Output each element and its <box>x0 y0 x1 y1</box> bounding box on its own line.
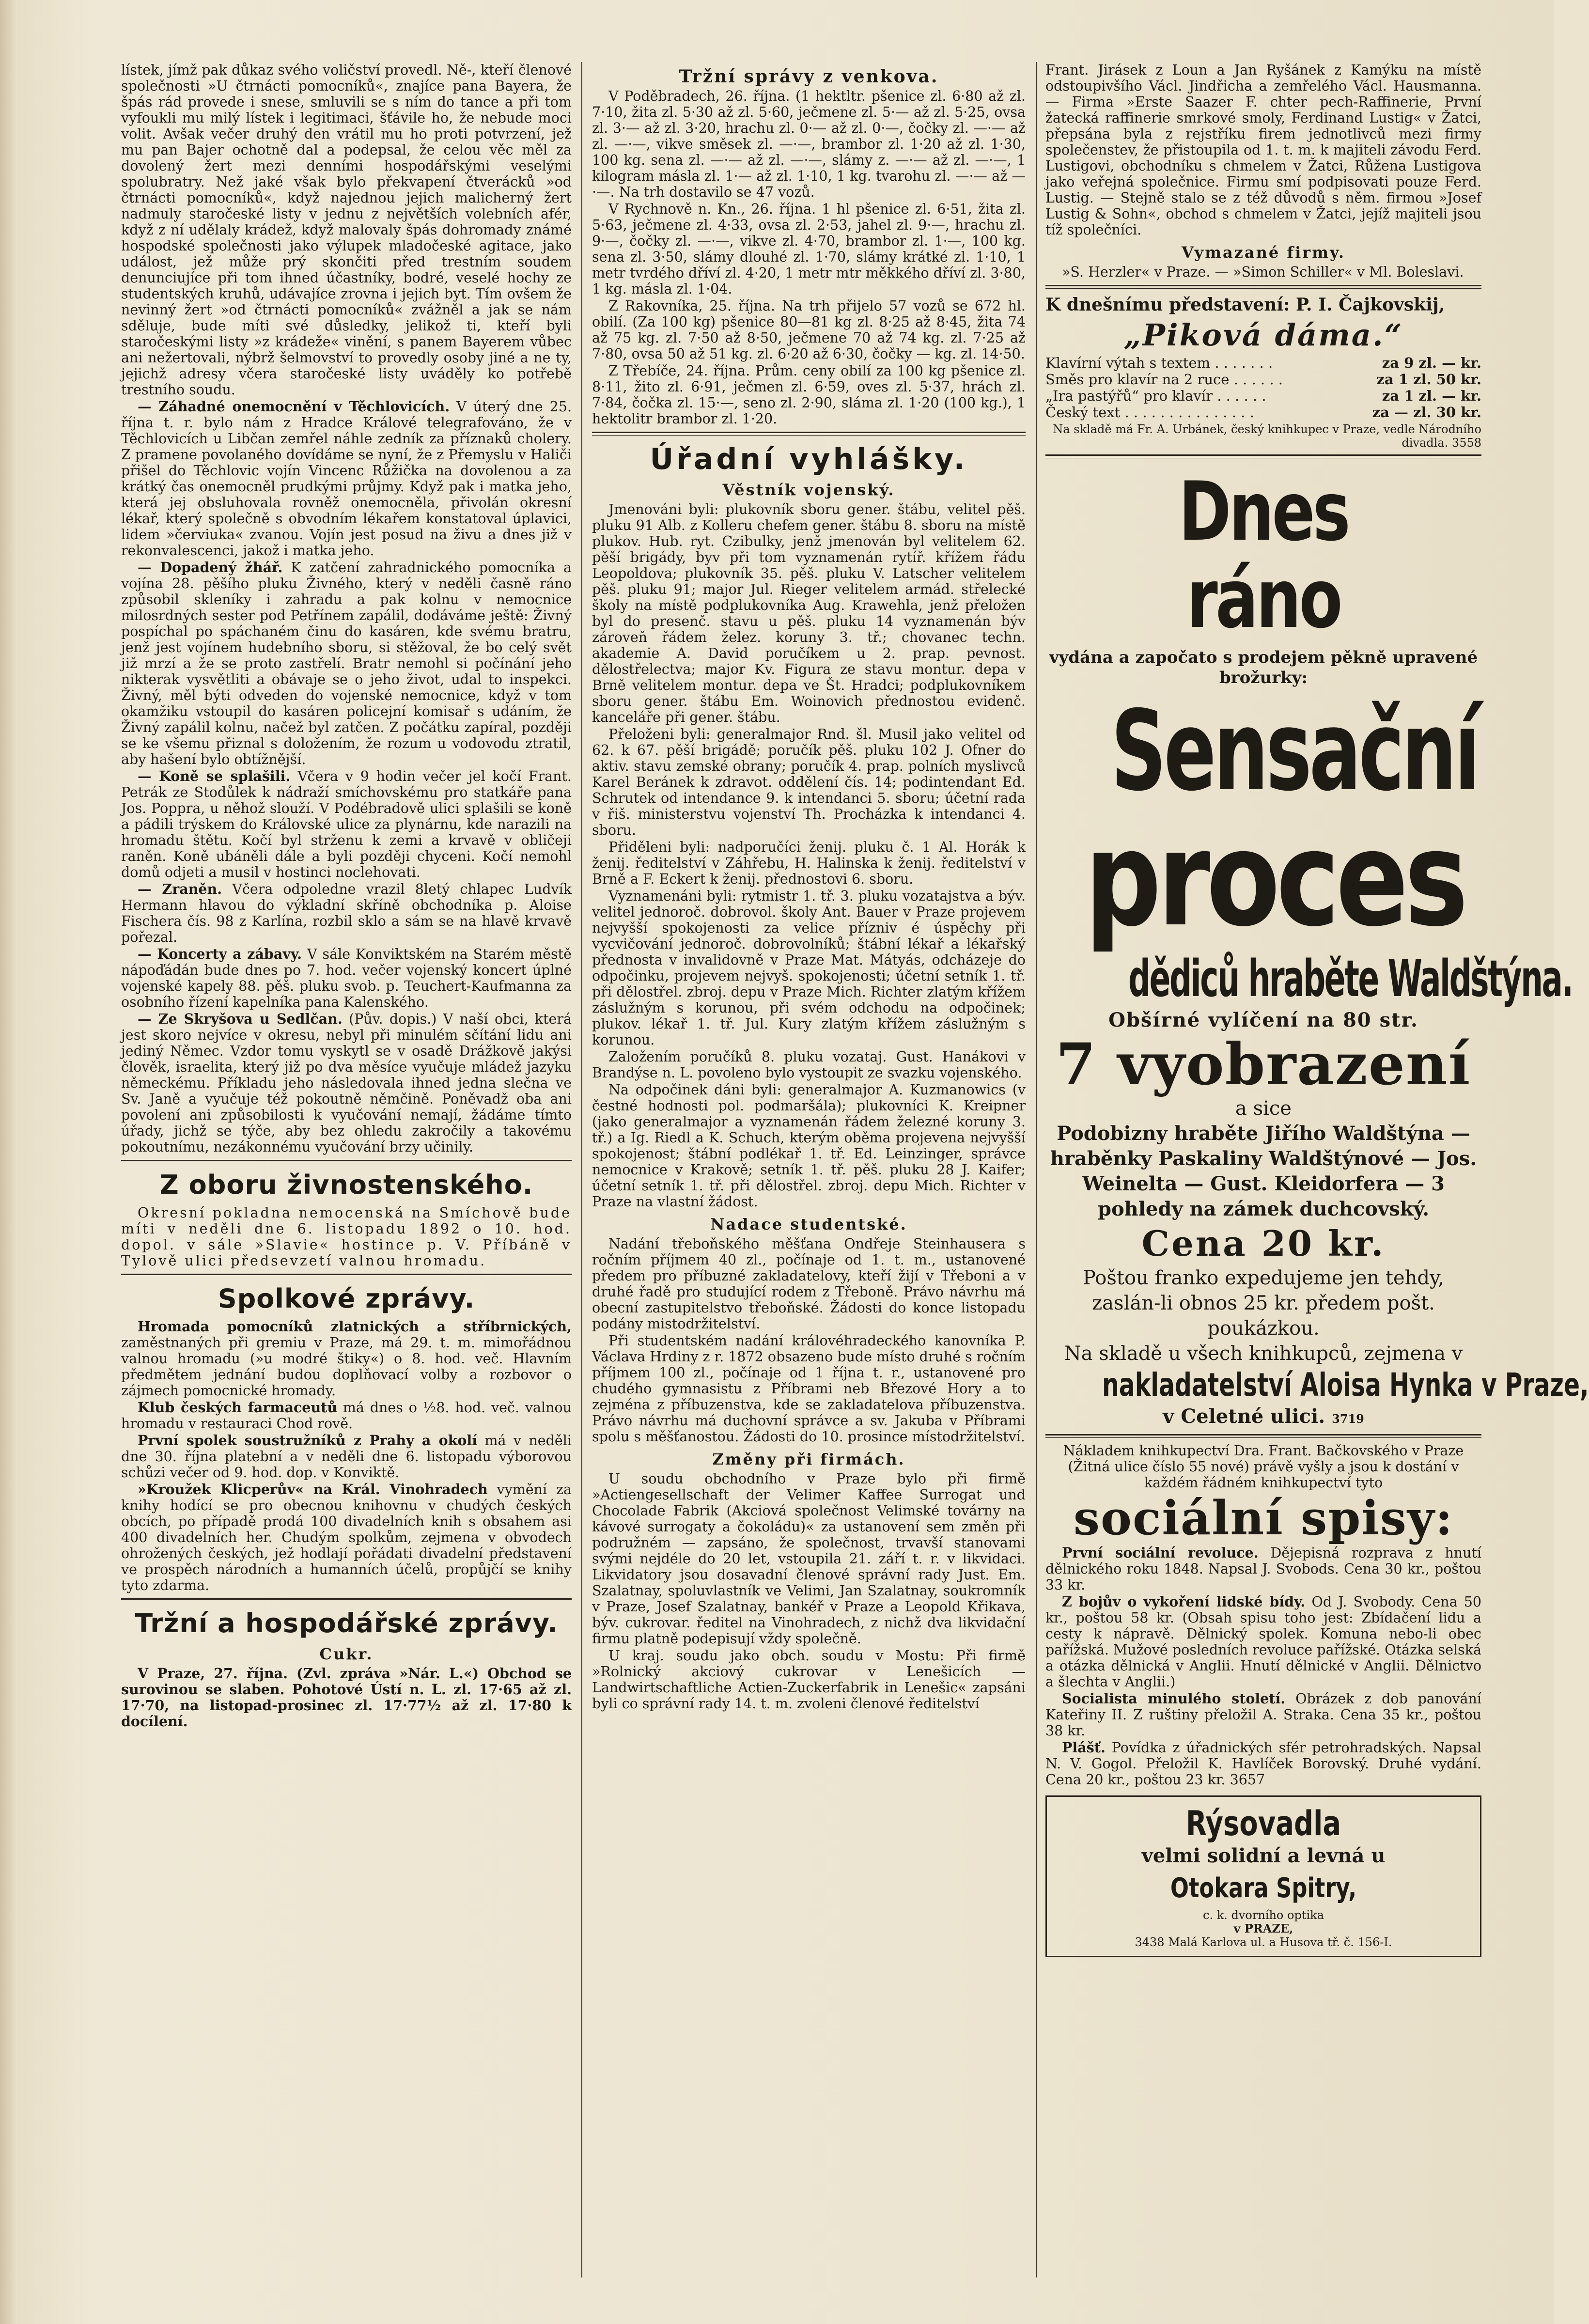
ad-headline: Sensační <box>1111 686 1478 815</box>
column-1 <box>121 62 572 2277</box>
news-item: Klub českých farmaceutů má dnes o ½8. hod. več. valnou hromadu v restauraci Chod rově. <box>121 1399 572 1432</box>
divider <box>1045 285 1481 289</box>
notice-item: Přeloženi byli: generalmajor Rnd. šl. Musil jako velitel od 62. k 67. pěší brigádě; poručík pěš. pluku 102 J. Ofner do aktiv. stavu zemské obrany; poručík 4. prap. polních myslivců Karel Beránek k zdravot. oddělení čís. 14; podintendant Ed. Schrutek od intendance 9. k intendanci 5. sboru; účetní rada v řiš. ministerstvu vojenství Th. Procházka k intendanci 4. sboru. <box>592 726 1026 838</box>
news-item: První spolek soustružníků z Prahy a okolí má v neděli dne 30. října platební a v neděli dne 6. listopadu výborovou schůzi večer od 9. hod. dop. v Konviktě. <box>121 1432 572 1481</box>
ad-text: velmi solidní a levná u <box>1141 1844 1386 1867</box>
market-report: Z Třebíče, 24. října. Prům. ceny obilí za 100 kg pšenice zl. 8·11, žito zl. 6·91, ječmen zl. 6·59, oves zl. 5·37, hrách zl. 7·84, čočka zl. 15·—, seno zl. 2·90, sláma zl. 1·20 (100 kg.), 1 hektolitr brambor zl. 1·20. <box>592 363 1026 427</box>
ad-text: Podobizny hraběte Jiřího Waldštýna — hraběnky Paskaliny Waldštýnové — Jos. Weinelta — Gust. Kleidorfera — 3 pohledy na zámek duchcovský. <box>1050 1122 1477 1220</box>
news-item: V Praze, 27. října. (Zvl. zpráva »Nár. L.«) Obchod se surovinou se slaben. Pohotové Ústí n. L. zl. 17·65 až zl. 17·70, na listopad-prosinec zl. 17·77½ až zl. 17·80 k docílení. <box>121 1665 572 1730</box>
section-title: Tržní a hospodářské zprávy. <box>135 1608 558 1638</box>
notice-item: U soudu obchodního v Praze bylo při firmě »Actiengesellschaft der Velimer Kaffee Surrogat und Chocolade Fabrik (Akciová společnost Velimské továrny na kávové surrogaty a čokoládu)« za ustanovení sem změn při podružném — zapsáno, že společnost, trvavší stanovami svými nejdéle do 20 let, vstoupila 21. září t. r. v likvidaci. Likvidatory jsou dosavadní členové správní rady Just. Em. Szalatnay, spoluvlastník ve Velimi, Jan Szalatnay, soukromník v Praze, Josef Szalatnay, bankéř v Praze a Leopold Křikava, býv. cukrovar. ředitel na Vinohradech, z nichž dva likvidační firmu platně podepisují vždy společně. <box>592 1471 1026 1647</box>
price-row <box>1045 371 1481 388</box>
news-item: — Koncerty a zábavy. V sále Konviktském na Starém městě nápoďádán bude dnes po 7. hod. večer vojenský koncert úplné vojenské kapely 88. pěš. pluku svob. p. Teuchert-Kaufmanna za osobního řízení kapelníka pana Kalenského. <box>121 946 572 1010</box>
notice-item: U kraj. soudu jako obch. soudu v Mostu: Při firmě »Rolnický akciový cukrovar v Lenešicích — Landwirtschaftliche Actien-Zuckerfabrik in Lenešic« zapsáni byli co správní rady 14. t. m. zvoleni členové ředitelství <box>592 1648 1026 1712</box>
price-label: „Ira pastýřů“ pro klavír . . . . . . <box>1045 388 1266 404</box>
ad-text: Na skladě u všech knihkupců, zejmena v <box>1064 1342 1463 1365</box>
market-report: V Poděbradech, 26. října. (1 hektltr. pšenice zl. 6·80 až zl. 7·10, žita zl. 5·30 až zl. 5·60, ječmene zl. 5·— až zl. 5·25, ovsa zl. 3·— až zl. 3·20, hrachu zl. 0·— až zl. 0·—, čočky zl. —·— až zl. —·—, vikve směsek zl. —·—, brambor zl. 1·20 až zl. 1·30, 100 kg. sena zl. —·— až zl. —·—, slámy z. —·— až zl. —·—, 1 kilogram másla zl. 1·— až zl. 1·10, 1 kg. tvarohu zl. —·— až —·—. Na trh dostavilo se 47 vozů. <box>592 88 1026 200</box>
price-list <box>1045 355 1481 421</box>
book-item: Socialista minulého století. Obrázek z dob panování Kateřiny II. Z ruštiny přeložil A. Straka. Cena 35 kr., poštou 38 kr. <box>1045 1690 1481 1739</box>
news-item: — Ze Skryšova u Sedlčan. (Pův. dopis.) V naší obci, která jest skoro nejvíce v okresu, nebyl při minulém sčítání lidu ani jediný Němec. Vzdor tomu vyskytl se v osadě Drážkově jakýsi člověk, israelita, který již po dva měsíce vyučuje mládež jazyku německému. Příkladu jeho následovala ihned jedna slečna ve Sv. Janě a vyučuje též pokoutně němčině. Poněvadž oba ani povolení ani způsobilosti k vyučování nemají, žádáme tímto úřady, jichž se týče, aby bez ohledu zakročily a takovému pokoutnímu, nezákonnému vyučování brzy učinily. <box>121 1011 572 1155</box>
ad-headline: 7 vyobrazení <box>1056 1030 1471 1098</box>
section-title: Tržní správy z venkova. <box>679 66 939 87</box>
ad-headline: Rýsovadla <box>1185 1804 1341 1843</box>
ad-title: K dnešnímu představení: P. I. Čajkovskij, <box>1045 295 1445 315</box>
price-row <box>1045 404 1481 421</box>
divider <box>1045 454 1481 458</box>
ad-text: Poštou franko expedujeme jen tehdy, zaslán-li obnos 25 kr. předem pošt. poukázkou. <box>1082 1267 1445 1340</box>
column-2 <box>592 62 1026 2277</box>
subsection-title: Věstník vojenský. <box>722 481 895 499</box>
subsection-title: Vymazané firmy. <box>1181 243 1346 262</box>
news-item: Okresní pokladna nemocenská na Smíchově bude míti v neděli dne 6. listopadu 1892 o 10. hod. dopol. v sále »Slavie« hostince p. V. Příbáně v Tylově ulici předsevzetí valnou hromadu. <box>121 1205 572 1269</box>
notice-item: Založením poručíků 8. pluku vozataj. Gust. Hanákovi v Brandýse n. L. povoleno bylo vystoupit ze svazku vojenského. <box>592 1049 1026 1081</box>
price-label: Český text . . . . . . . . . . . . . . . <box>1045 404 1254 421</box>
divider <box>121 1598 572 1600</box>
book-item: První sociální revoluce. Dějepisná rozprava z hnutí dělnického roku 1848. Napsal J. Svobods. Cena 30 kr., poštou 33 kr. <box>1045 1544 1482 1593</box>
book-item: Plášť. Povídka z úřadnických sfér petrohradských. Napsal N. V. Gogol. Přeložil K. Havlíček Borovský. Druhé vydání. Cena 20 kr., poštou 23 kr. 3657 <box>1045 1739 1481 1788</box>
advertisement-brochure <box>1045 464 1589 1429</box>
price-value: za 9 zl. — kr. <box>1382 355 1481 371</box>
ad-headline: „Piková dáma.“ <box>1123 317 1403 353</box>
book-item: Z bojův o vykoření lidské bídy. Od J. Svobody. Cena 50 kr., poštou 58 kr. (Obsah spisu toho jest: Zbídačení lidu a cesty k nápravě. Dělnický spolek. Komuna nebo-li obec pařížská. Mužové posledních revoluce pařížské. Otázka selská a otázka dělnická v Anglii. Hnutí dělnické v Anglii. Dělnictvo a šlechta v Anglii.) <box>1045 1593 1481 1690</box>
column-3 <box>1045 62 1589 2277</box>
price-label: Směs pro klavír na 2 ruce . . . . . . <box>1045 371 1283 388</box>
ad-address: 3438 Malá Karlova ul. a Husova tř. č. 156-I. <box>1135 1935 1392 1949</box>
market-report: V Rychnově n. Kn., 26. října. 1 hl pšenice zl. 6·51, žita zl. 5·63, ječmene zl. 4·33, ovsa zl. 2·53, jahel zl. 9·—, hrachu zl. 9·—, čočky zl. —·—, vikve zl. 4·70, brambor zl. 1·—, 100 kg. sena zl. 3·50, slámy dlouhé zl. 1·70, slámy krátké zl. 1·10, 1 metr tvrdého dříví zl. 4·20, 1 metr mtr měkkého dříví zl. 3·80, 1 kg. másla zl. 1·04. <box>592 201 1026 297</box>
news-item: — Dopadený žhář. K zatčení zahradnického pomocníka a vojína 28. pěšího pluku Živného, který v neděli časně ráno způsobil skleníky i zahradu a pak kolnu v nemocnice milosrdných sester pod Petřínem zapálil, dodáváme ještě: Živný pospíchal po spáchaném činu do kasáren, kde svému bratru, jenž jest vojínem hudebního sboru, si stěžoval, že bo celý svět již mrzí a že se proto zastřelí. Bratr nemohl si počínání jeho nikterak vysvětliti a obávaje se o jeho život, udal to inspekci. Živný, měl býti odveden do vojenské nemocnice, když v tom okamžiku vstoupil do kasáren policejní komisař s udáním, že Živný zapálil kolnu, načež byl zatčen. Z počátku zapíral, později se ke všemu přiznal s doložením, že rozum u vodovodu ztratil, aby hašení bylo obtížnější. <box>121 559 572 767</box>
ad-text: a sice <box>1235 1097 1292 1120</box>
divider <box>121 1274 572 1275</box>
news-item: »Kroužek Klicperův« na Král. Vinohradech vymění za knihy hodící se pro obecnou knihovnu v chudých českých obcích, po případě prodá 100 divadelních knih s obsahem asi 400 divadelních her. Chudým spolkům, zejmena v obvodech ohrožených českých, jež hodlají pořádati divadelní představení ve prospěch národních a humanních účelů, propůjčí se knihy tyto zdarma. <box>121 1481 572 1593</box>
ad-firm: Otokara Spitry, <box>1170 1872 1357 1904</box>
market-report: Z Rakovníka, 25. října. Na trh přijelo 57 vozů se 672 hl. obilí. (Za 100 kg) pšenice 80—81 kg zl. 8·25 až 8·45, žita 74 až 75 kg. zl. 7·50 až 8·50, ječmene 70 až 74 kg. zl. 7·25 až 7·80, ovsa 50 až 51 kg. zl. 6·20 až 6·30, čočky — kg. zl. 14·50. <box>592 298 1026 362</box>
price-row <box>1045 355 1481 371</box>
advertisement-drawing-instruments <box>1045 1795 1481 1957</box>
notice-item: Nadání třeboňského měšťana Ondřeje Steinhausera s ročním příjmem 40 zl., počínaje od 1. t. m., ustanovené předem pro příbuzné zakladatelovy, kteří žijí v Třeboni a v druhé řadě pro studující rodem z Třeboně. Právo návrhu má obecní zastupitelstvo třeboňské. Žádosti do konce listopadu podány mistodržitelství. <box>592 1236 1026 1332</box>
price-row <box>1045 388 1481 404</box>
price-label: Klavírní výtah s textem . . . . . . . <box>1045 355 1273 371</box>
news-item: — Koně se splašili. Včera v 9 hodin večer jel kočí Frant. Petrák ze Stodůlek k nádraží smíchovskému pro statkáře pana Jos. Poppra, u něhož slouží. V Podébradově ulici splašili se koně a pádili trýskem do Královské ulice za plynárnu, kde narazili na hromadu štětu. Kočí byl strženu k zemi a krvavě v obličeji raněn. Koně ubáněli dále a byli později chyceni. Kočí nemohl domů odjeti a musil v hostinci noclehovati. <box>121 768 572 880</box>
advertisement-social-books <box>1045 1443 1481 1788</box>
notice-item: Frant. Jirásek z Loun a Jan Ryšánek z Kamýku na místě odstoupivšího Václ. Jindřicha a zemřelého Václ. Hausmanna. — Firma »Erste Saazer F. chter pech-Raffinerie, První žatecká raffinerie smrkové smoly, Ferdinand Lustig« v Žatci, přepsána byla z rejstříku firem jednotlivců mezi firmy společenstev, že přistoupila od 1. t. m. k majiteli závodu Ferd. Lustigovi, obchodníku s chmelem v Žatci, Růžena Lustigova jako veřejná společnice. Firmu smí podpisovati pouze Ferd. Lustig. — Stejně stalo se z též důvodů s něm. firmou »Josef Lustig & Sohn«, obchod s chmelem v Žatci, jejíž majiteli jsou tíž společníci. <box>1045 62 1481 238</box>
news-item: — Zraněn. Včera odpoledne vrazil 8letý chlapec Ludvík Hermann hlavou do výkladní skříně obchodníka p. Aloise Fischera čís. 98 z Karlína, rozbil sklo a sám se na hlavě krvavě pořezal. <box>121 881 572 945</box>
price-value: za 1 zl. 50 kr. <box>1376 371 1481 388</box>
notice-item: Na odpočinek dáni byli: generalmajor A. Kuzmanowics (v čestné hodnosti pol. podmaršála); plukovníci K. Kreipner (jako generalmajor a vyznamenán řádem železné koruny 3. tř.) a Ig. Riedl a K. Schuch, kterým oběma projevena nejvyšší spokojenost; štábní podlékař 1. tř. Ed. Leinzinger, správce nemocnice v Krakově; setník 1. tř. pěš. pluku 28 J. Kaifer; účetní setník 1. tř. při dělostřel. zbroj. depu Mich. Richter v Praze na vlastní žádost. <box>592 1082 1026 1210</box>
divider <box>592 432 1026 436</box>
ad-subtitle: vydána a započato s prodejem pěkně upravené brožurky: <box>1049 648 1478 687</box>
column-rule <box>581 62 582 2277</box>
subsection-title: Cukr. <box>319 1645 374 1663</box>
price-value: za 1 zl. — kr. <box>1382 388 1481 404</box>
ad-price: Cena 20 kr. <box>1141 1223 1386 1264</box>
section-title: Z oboru živnostenského. <box>159 1170 533 1200</box>
ad-text: c. k. dvorního optika <box>1203 1908 1324 1922</box>
ad-headline: Dnes ráno <box>1178 464 1349 646</box>
ad-text: v PRAZE, <box>1233 1921 1293 1935</box>
notice-item: »S. Herzler« v Praze. — »Simon Schiller« v Ml. Boleslavi. <box>1062 264 1464 280</box>
notice-item: Vyznamenáni byli: rytmistr 1. tř. 3. pluku vozatajstva a býv. velitel jednoroč. dobrovol. školy Ant. Bauer v Praze projevem nejvyšší spokojenosti za velice přízniv é úspěchy při vycvičování jednoroč. dobrovolníků; štábní lékař a lékařský přednosta v invalidovně v Praze Mat. Mátyás, odcházeje do odpočinku, projevem nejvyš. spokojenosti; účetní setník 1. tř. při dělostřel. zbroj. depu v Praze Mich. Richter zlatým křížem záslužným s korunou, při svém odchodu na odpočinek; plukov. lékař 1. tř. Jul. Kury zlatým křížem záslužným s korunou. <box>592 888 1026 1048</box>
page-fold-shadow <box>0 0 17 2324</box>
column-rule <box>1036 62 1037 2277</box>
divider <box>1045 1434 1481 1438</box>
ad-publisher: nakladatelství Aloisa Hynka v Praze, <box>1102 1366 1589 1404</box>
notice-item: Přiděleni byli: nadporučíci ženij. pluku č. 1 Al. Horák k ženij. ředitelství v Záhřebu, H. Halinska k ženij. ředitelství v Brně a F. Eckert k ženij. přednostovi 6. sboru. <box>592 839 1026 887</box>
ad-headline: proces <box>1085 803 1464 955</box>
section-title: Spolkové zprávy. <box>218 1283 475 1314</box>
ad-headline: dědiců hraběte Waldštýna. <box>1128 949 1573 1008</box>
advertisement-pikova-dama <box>1045 294 1481 450</box>
ad-footer: Na skladě má Fr. A. Urbánek, český knihkupec v Praze, vedle Národního divadla. 3558 <box>1053 422 1481 450</box>
news-item: — Záhadné onemocnění v Těchlovicích. V úterý dne 25. října t. r. bylo nám z Hradce Králové telegrafováno, že v Těchlovicích u Libčan zemřel náhle zedník za příznaků cholery. Z pramene povolaného dovídáme se nyní, že z Přemyslu v Haliči přišel do Těchlovic vojín Vincenc Růžička na dovolenou a za krátký čas onemocněl prudkými průjmy. Když pak i matka jeho, která jej obsluhovala rovněž onemocněla, přivolán okresní lékař, který společně s obvodním lékařem konstatoval úplavici, lidem »červiuka« zvanou. Vojín jest posud na živu a dnes již v rekonvalescenci, jakož i matka jeho. <box>121 398 572 559</box>
subsection-title: Nadace studentské. <box>710 1215 907 1233</box>
section-title: Úřadní vyhlášky. <box>650 442 968 476</box>
ad-text: v Celetné ulici. 3719 <box>1163 1405 1364 1428</box>
price-value: za — zl. 30 kr. <box>1372 404 1481 421</box>
ad-text: Nákladem knihkupectví Dra. Frant. Bačkovského v Praze (Žitná ulice číslo 55 nové) právě vyšly a jsou k dostání v každém řádném knihkupectví tyto <box>1063 1443 1464 1491</box>
article-intro: lístek, jímž pak důkaz svého voličství provedl. Ně‑, kteří členové společnosti »U čtrnácti pomocníků«, znajíce pana Bayera, že špás rád provede i snese, smluvili se s ním do tance a při tom vyfoukli mu milý lístek i legitimaci, šťávile ho, že nebude moci volit. Avšak večer druhý den vrátil mu ho proti potvrzení, jež mu pan Bajer ochotně dal a podepsal, že celou věc měl za dovolený žert mezi denními hospodářskými veselými spolubratry. Než jaké však bylo překvapení čtverácků »od čtrnácti pomocníků«, když najednou jejich malicherný žert nadmuly staročeské listy v jednu z největších volebních afér, když z ní udělaly krádež, když malovaly špás dohromady známé hospodské společnosti jako výlupek mladočeské agitace, jako událost, jež může prý skončiti před trestním soudem denunciujíce při tom ihned účastníky, bodré, veselé hochy ze studentských kruhů, udávajíce zrovna i jejich byt. Tím ovšem že nevinný žert »od čtrnácti pomocníků« zvážněl a jak se nám sděluje, bude míti své důsledky, jelikož ti, kteří byli staročeskými listy »z krádeže« vinění, s panem Bayerem vůbec ani nežertovali, nýbrž šelmovství to provedly osoby jiné a ne ty, jejichž adresy včera staročeské listy uváděly ko potřebě trestního soudu. <box>121 62 572 398</box>
notice-item: Jmenováni byli: plukovník sboru gener. štábu, velitel pěš. pluku 91 Alb. z Kolleru chefem gener. štábu 8. sboru na místě plukov. Hub. ryt. Czibulky, jenž jmenován byl velitelem 62. pěší brigády, byv při tom vyznamenán rytíř. křížem řádu Leopoldova; plukovník 35. pěš. pluku V. Latscher velitelem pěš. pluku 91; major Jul. Rieger velitelem armád. střelecké školy na místě podplukovníka Aug. Krawehla, jenž přeložen byl do presenč. stavu u pěš. pluku 14 vyznamenán býv zároveň řádem želez. koruny 3. tř.; chovanec techn. akademie A. David poručíkem u 2. prap. pevnost. dělostřelectva; major Kv. Figura ze stavu montur. depa v Brně velitelem montur. depa ve Št. Hradci; podplukovníkem sboru gener. štábu Em. Woinovich přednostou evidenč. kanceláře při gener. štábu. <box>592 501 1026 725</box>
ad-headline: sociální spisy: <box>1073 1491 1454 1545</box>
ad-text: Obšírné vylíčení na 80 str. <box>1108 1009 1418 1031</box>
news-item: Hromada pomocníků zlatnických a stříbrnických, zaměstnaných při gremiu v Praze, má 29. t. m. mimořádnou valnou hromadu (»u modré štiky«) o 8. hod. več. Hlavním předmětem jednání budou doplňovací volby a rozbovor o zájmech pomocnické hromady. <box>121 1318 572 1399</box>
divider <box>121 1160 572 1161</box>
subsection-title: Změny při firmách. <box>712 1450 905 1468</box>
notice-item: Při studentském nadání královéhradeckého kanovníka P. Václava Hrdiny z r. 1872 obsazeno bude místo druhé s ročním příjmem 100 zl., počínaje od 1 října t. r., ustanovené pro chudého gymnasistu z Příbrami neb Březové Hory a to zejména z příbuzenstva, kde se zakladatelova příbuzenstva. Právo návrhu má duchovní správce a sv. Jakuba v Příbrami spolu s měšťanostou. Žádosti do 10. prosince místodržitelství. <box>592 1333 1026 1445</box>
